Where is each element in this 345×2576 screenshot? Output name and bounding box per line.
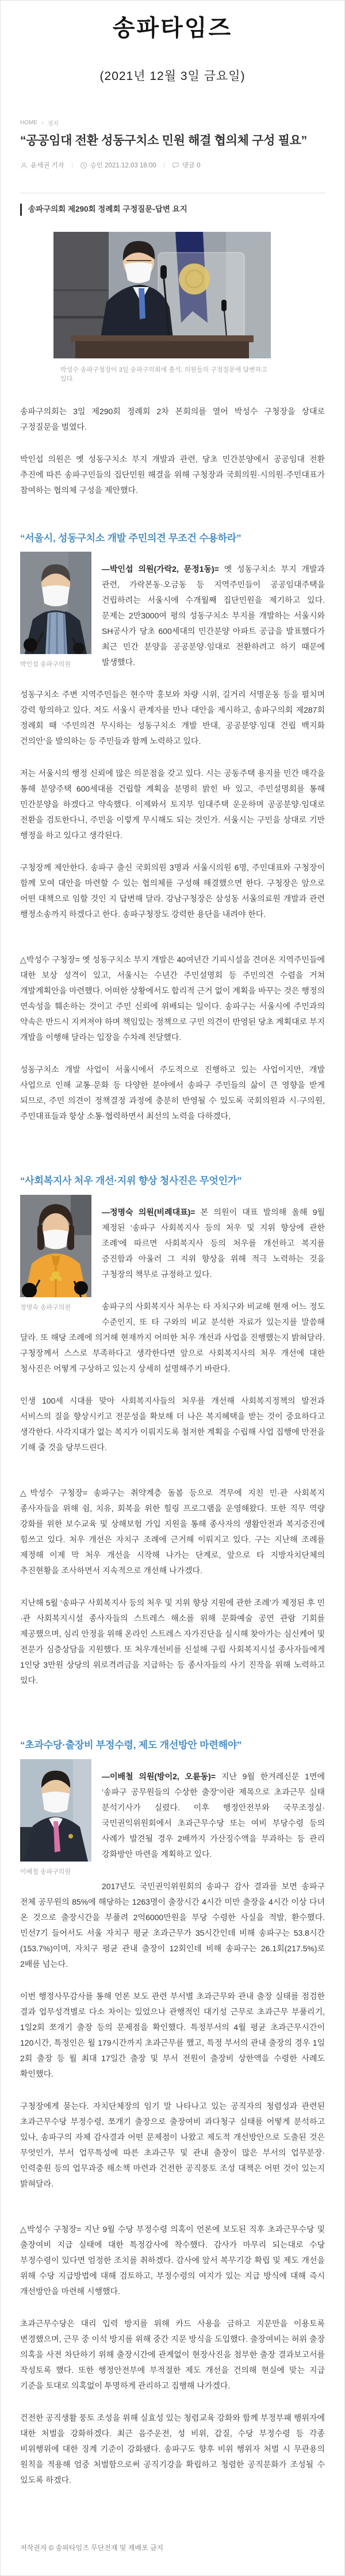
question-paragraph	[20, 860, 325, 922]
breadcrumb-separator-icon: ›	[41, 119, 44, 127]
reporter[interactable]	[20, 160, 64, 170]
question-paragraph	[20, 687, 325, 749]
breadcrumb	[20, 119, 325, 127]
mayor-podium-photo	[53, 232, 271, 358]
portrait-figure-jungmyungsook	[20, 1195, 91, 1312]
paragraph-text: 박인섭 의원은 옛 성동구치소 부지 개발과 관련, 당초 민간분양에서 공공임대 전환 추진에 따른 송파구민들의 집단민원 해결을 위해 구청장과 국회의원·시의원·주민대표가 참여하는 협의체 구성을 제안했다.	[20, 454, 325, 495]
paragraph-text: 구청장께 제안한다. 송파구 출신 국회의원 3명과 서울시의원 6명, 주민대표와 구청장이 함께 모여 대안을 마련할 수 있는 협의체를 구성해 해결했으면 한다. 구청장은 앞으로 어떤 대책으로 임할 것인 지 답변해 달라. 강남구청장은 삼성동 서울의료원 개발과 관련 행정소송까지 하겠다고 한다. 송파구청장도 강력한 용단을 내려야 한다.	[20, 863, 325, 919]
paragraph-text: 인생 100세 시대를 맞아 사회복지사들의 처우를 개선해 사회복지정책의 발전과 서비스의 질을 향상시키고 전문성을 확보해 더 나은 복지혜택을 받는 것이 중요하다고 생각한다. 사각지대가 없는 복지가 이뤄지도록 철저한 계획을 수립해 사업 집행에 만전을 기해 줄 것을 당부드린다.	[20, 1396, 325, 1453]
reporter-name: 윤세권 기자	[30, 162, 64, 170]
reporter-icon	[20, 162, 28, 169]
approved-text: 승인 2021.12.03 18:00	[90, 162, 156, 170]
paragraph-text: 송파구의회는 3일 제290회 정례회 2차 본회의를 열어 박성수 구청장을 상대로 구정질문을 벌였다.	[20, 406, 325, 431]
speaker-lead: —이배철 의원(방이2, 오륜동)=	[102, 1771, 216, 1781]
paragraph-text: 성동구치소 개발 사업이 서울시에서 주도적으로 진행하고 있는 사업이지만, 개발 사업으로 인해 교통·문화 등 다양한 분야에서 송파구 주민들의 삶이 큰 영향을 받게 되므로, 주민 의견이 정책결정 과정에 충분히 반영될 수 있도록 국회의원과 시·구의원, 주민대표들과 항상 소통·협력하면서 최선의 노력을 다하겠다,	[20, 1065, 325, 1121]
paragraph-text: △박성수 구청장= 지난 9월 수당 부정수령 의혹이 언론에 보도된 직후 초과근무수당 및 출장여비 지급 실태에 대한 특정감사에 착수했다. 감사가 마무리 되는대로 수당 부정수령이 있다면 엄정한 조치를 취하겠다. 감사에 앞서 복무기강 확립 및 제도 개선을 위해 수당 지급방법에 대해 검토하고, 부정수령의 여지가 있는 지급 방식에 대해 즉시 개선방안을 마련해 시행했다.	[20, 2224, 325, 2296]
paragraph-text: △박성수 구청장= 옛 성동구치소 부지 개발은 40여년간 기피시설을 견뎌온 지역주민들에 대한 보상 성격이 있고, 서울시는 수년간 주민설명회 등 주민의견 수렴을 거쳐 개발계획안을 마련했다. 어떠한 상황에서도 합리적 근거 없이 계획을 바꾸는 것은 행정의 연속성을 훼손하는 것이고 주민 신뢰에 위배되는 일이다. 송파구는 서울시에 주민과의 약속은 반드시 지켜져야 하며 책임있는 정책으로 구민 의견이 반영된 당초 계획대로 부지 개발을 이행해 달라는 입장을 수차례 전달했다.	[20, 955, 325, 1042]
copyright-notice: 저작권자 © 송파타임즈 무단전재 및 재배포 금지	[20, 2543, 164, 2552]
paragraph-text: 성동구치소 주변 지역주민들은 현수막 홍보와 차량 시위, 길거리 서명운동 등을 펼치며 강력 항의하고 있다. 저도 서울시 관계자를 만나 대안을 제시하고, 송파구의회 제287회 정례회 때 ‘주민의견 무시하는 성동구치소 개발 반대, 공공분양·임대 건립 백지화 건의안’을 발의하는 등 주민들과 함께 노력하고 있다.	[20, 690, 325, 746]
paragraph-text: 건전한 공직생활 풍토 조성을 위해 실효성 있는 청렴교육 강화와 함께 부정부패 행위자에 대한 처벌을 강화하겠다. 최근 음주운전, 성 비위, 갑질, 수당 부정수령 등 각종 비위행위에 대한 징계 기준이 강화됐다. 송파구도 향후 비위 행위자 처벌 시 무관용의 원칙을 적용해 엄중 처벌함으로써 공직기강을 확립하고 청렴한 공직문화가 조성될 수 있도록 하겠다.	[20, 2413, 325, 2485]
speaker-lead: —박인섭 의원(가락2, 문정1동)=	[102, 564, 219, 574]
council-member-photo	[20, 552, 91, 654]
paragraph-text: 초과근무수당은 대리 입력 방지를 위해 카드 사용을 금하고 지문만을 이용토록 변경했으며, 근무 중 이석 방지를 위해 중간 지문 방식을 도입했다. 출장여비는 허위 출장 의혹을 사전 차단하기 위해 출장시간에 관계없이 현장사진을 첨부한 출장 결과보고서를 작성토록 했다. 또한 행정안전부에 부적절한 제도 개선을 건의해 현실에 맞는 지급 기준을 토대로 의혹없이 투명하게 관리하고 집행해 나가겠다.	[20, 2318, 325, 2390]
paragraph-text: 지난해 5월 ‘송파구 사회복지사 등의 처우 및 지위 향상 지원에 관한 조례’가 제정된 후 민·관 사회복지시설 종사자들의 스트레스 해소를 위해 문화예술 공연 관람 기회를 제공했으며, 심리 안정을 위해 온라인 스트레스 자가진단을 실시해 찾아가는 심신케어 및 전문가 심층상담을 지원했다. 또 처우개선비를 신설해 구립 사회복지시설 종사자들에게 1인당 3만원 상당의 위로격려금을 지급하는 등 종사자들의 사기 진작을 위해 노력하고 있다.	[20, 1598, 325, 1686]
paragraph-text: 옛 성동구치소 부지 개발과 관련, 가락본동·오금동 등 지역주민들이 공공임대주택을 건립하려는 서울시에 수개월째 집단민원을 제기하고 있다. 문제는 2만3000여 평의 성동구치소 부지를 개발하는 서울시와 SH공사가 당초 600세대의 민간분양 아파트 공급을 발표했다가 최근 민간 분양을 공공분양·임대로 전환하려고 하기 때문에 발생했다.	[102, 564, 325, 667]
comment-count-text: 댓글 0	[182, 162, 201, 170]
paragraph-text: 본 의원이 대표 발의해 올해 9월 제정된 ‘송파구 사회복지사 등의 처우 및 지위 향상에 관한 조례’에 따르면 사회복지사 등의 처우를 개선하고 복지를 증진함과 아울러 그 지위 향상을 위해 적극 노력하는 것을 구청장의 책무로 규정하고 있다.	[102, 1207, 325, 1279]
portrait-caption: 박인섭 송파구의원	[20, 661, 71, 668]
answer-paragraph	[20, 1595, 325, 1688]
breadcrumb-home-link[interactable]: HOME	[20, 120, 37, 126]
comment-icon	[172, 162, 179, 169]
qa-section-seongdong	[20, 532, 325, 1141]
lead-photo-caption: 박성수 송파구청장이 3일 송파구의회에 출석, 의원들의 구정질문에 답변하고 있다.	[60, 366, 267, 383]
question-paragraph	[20, 1393, 325, 1455]
section-heading: “서울시, 성동구치소 개발 주민의견 무조건 수용하라”	[20, 532, 241, 544]
issue-date: (2021년 12월 3일 금요일)	[99, 70, 246, 83]
masthead	[20, 1, 325, 43]
answer-paragraph	[20, 2222, 325, 2299]
newspaper-logo[interactable]: 송파타임즈	[112, 16, 233, 41]
question-paragraph	[20, 1879, 325, 1972]
byline	[20, 160, 325, 170]
council-member-photo	[20, 1195, 91, 1297]
question-paragraph	[20, 1989, 325, 2082]
answer-paragraph	[20, 1062, 325, 1124]
comment-count[interactable]	[172, 160, 201, 170]
portrait-caption: 정명숙 송파구의원	[20, 1304, 71, 1312]
article-subtitle: 송파구의회 제290회 정례회 구정질문-답변 요지	[20, 204, 325, 215]
answer-paragraph	[20, 952, 325, 1045]
speaker-lead: —정명숙 의원(비례대표)=	[102, 1207, 195, 1217]
approved-time	[80, 160, 156, 170]
paragraph-text: △박성수 구청장= 송파구는 취약계층 돌봄 등으로 격무에 지친 민·관 사회복지 종사자들을 위해 쉼, 치유, 회복을 위한 힐링 프로그램을 운영해왔다. 또한 직무 역량 강화를 위한 보수교육 및 상해보험 가입 지원을 통해 종사자의 생활안전과 복지증진에 힘쓰고 있다. 처우 개선은 자치구 조례에 근거해 이뤄지고 있다. 구는 지난해 조례를 제정해 이제 막 처우 개선을 시작해 나가는 단계로, 앞으로 타 지방자치단체의 추진현황을 조사하면서 지속적으로 개선해 나가겠다.	[20, 1488, 325, 1576]
answer-paragraph	[20, 2316, 325, 2394]
portrait-figure-parkinsub	[20, 552, 91, 668]
qa-section-welfare	[20, 1174, 325, 1705]
intro-paragraph	[20, 452, 325, 498]
section-heading: “초과수당·출장비 부정수령, 제도 개선방안 마련해야”	[20, 1740, 242, 1751]
qa-section-overtime	[20, 1738, 325, 2505]
lead-photo-figure	[53, 232, 271, 384]
paragraph-text: 지난 9월 한겨레신문 1면에 ‘송파구 공무원들의 수상한 출장’이란 제목으로 초과근무 실태 분석기사가 실렸다. 이후 행정안전부와 국무조정실·국민권익위원회에서 초과근무수당 또는 여비 부당수령 등의 사례가 발견될 경우 2배까지 가산징수액을 부과하는 등 관리 강화방안 마련을 계획하고 있다.	[102, 1771, 325, 1859]
question-paragraph	[20, 766, 325, 843]
paragraph-text: 2017년도 국민권익위원회의 송파구 감사 결과를 보면 송파구 전체 공무원의 85%에 해당하는 1263명이 출장시간 4시간 미만 출장을 4시간 이상 다녀 온 것으로 출장시간을 부풀려 2억6000만원을 부당 수령한 사실을 적발, 환수했다. 민선7기 들어서도 서울 자치구 평균 초과근무가 35시간인데 비해 송파구는 53.8시간(153.7%)이며, 자치구 평균 관내 출장이 12회인데 비해 송파구는 26.1회(217.5%)로 2배를 넘는다.	[20, 1881, 325, 1969]
article-title: “공공임대 전환 성동구치소 민원 해결 협의체 구성 필요”	[20, 134, 307, 147]
paragraph-text: 구청장에게 묻는다. 자치단체장의 임기 말 나타나고 있는 공직자의 청렴성과 관련된 초과근무수당 부정수령, 쪼개기 출장으로 출장여비 과다청구 실태를 어떻게 분석하고 있나, 송파구의 자체 감사결과 어떤 문제점이 나왔고 제도적 개선방안으로 도출된 것은 무엇인가, 부서 업무특성에 따른 초과근무 및 관내 출장이 많은 부서의 업무분장·인력충원 등의 업무과중 해소책 마련과 건전한 공직풍토 조성 대책은 어떤 것이 있는지 밝혀달라.	[20, 2101, 325, 2188]
answer-paragraph	[20, 2410, 325, 2488]
question-paragraph	[20, 2099, 325, 2192]
answer-paragraph	[20, 1485, 325, 1579]
paragraph-text: 이번 행정사무감사를 통해 언론 보도 관련 부서별 초과근무와 관내 출장 실태를 점검한 결과 업무성격별로 다소 차이는 있었으나 관행적인 대기성 근무로 초과근무 부풀리기, 1일2회 쪼개기 출장 등의 문제점을 확인했다. 특정부서의 4월 평균 초과근무시간이 120시간, 특정인은 월 179시간까지 초과근무를 했고, 특정 부서의 관내 출장의 경우 1일 2회 출장 등 월 최대 17일간 출장 및 부서 전원이 출장비 상한액을 수령한 사례도 확인했다.	[20, 1991, 325, 2078]
portrait-figure-leebaechul	[20, 1759, 91, 1876]
clock-icon	[80, 162, 87, 169]
portrait-caption: 이배철 송파구의원	[20, 1868, 71, 1875]
paragraph-text: 송파구의 사회복지사 처우는 타 자치구와 비교해 현재 어느 정도 수준인지, 또 타 구와의 비교 분석한 자료가 있는지를 말씀해 달라. 또 해당 조례에 의거해 현재까지 어떠한 처우 개선과 사업을 진행했는지 밝혀달라. 구청장께서 스스로 부족하다고 생각한다면 앞으로 사회복지사의 처우 개선에 대한 청사진은 어떻게 구상하고 있는지 상세히 설명해주기 바란다.	[20, 1302, 325, 1374]
paragraph-text: 저는 서울시의 행정 신뢰에 많은 의문점을 갖고 있다. 시는 공동주택 용지를 민간 매각을 통해 분양주택 600세대를 건립할 계획을 분명히 밝힌 바 있고, 주민설명회를 통해 민간분양을 하겠다고 약속했다. 이제와서 토지부 임대주택 운운하며 공공분양·임대로 전환을 검토한다니, 주민을 이렇게 무시해도 되는 것인가. 서울시는 구민을 상대로 기만 행정을 하고 있다고 생각된다.	[20, 769, 325, 840]
intro-paragraph	[20, 404, 325, 435]
breadcrumb-section-link[interactable]: 정치	[47, 121, 59, 127]
section-heading: “사회복지사 처우 개선·지위 향상 청사진은 무엇인가”	[20, 1175, 242, 1187]
council-member-photo	[20, 1759, 91, 1862]
